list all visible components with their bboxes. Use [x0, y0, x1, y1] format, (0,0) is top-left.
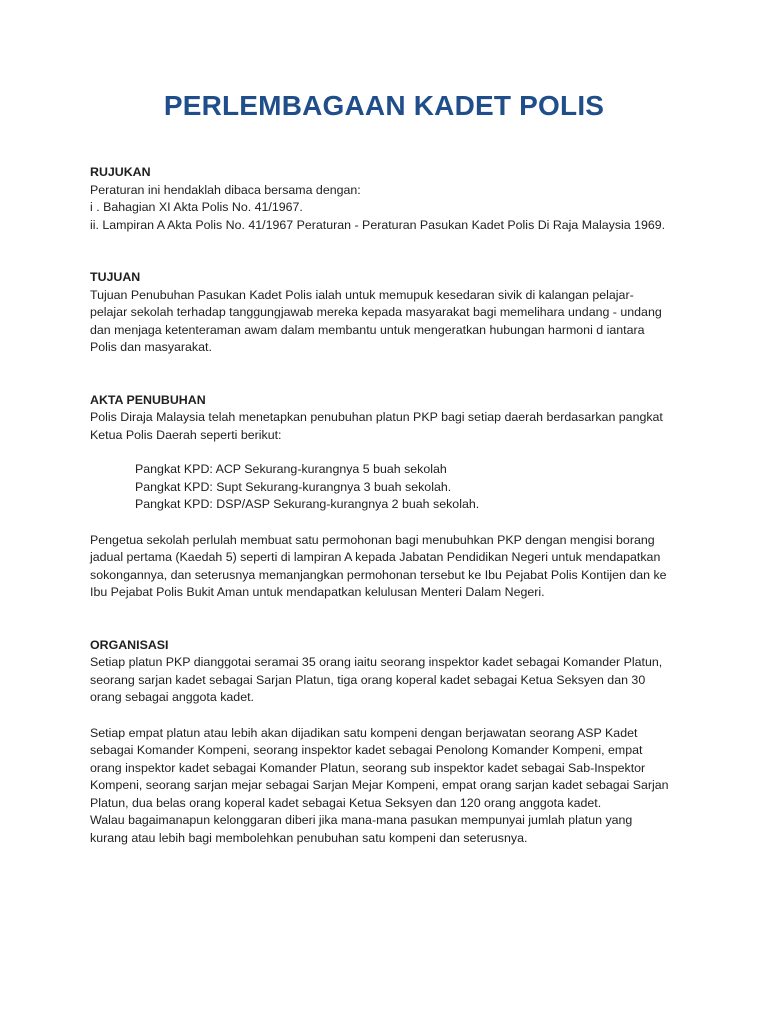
pangkat-list-item: Pangkat KPD: DSP/ASP Sekurang-kurangnya 2 buah sekolah. — [135, 497, 480, 511]
section-organisasi — [90, 637, 690, 848]
akta-para-line: Ibu Pejabat Polis Bukit Aman untuk mendapatkan kelulusan Menteri Dalam Negeri. — [90, 585, 545, 599]
tujuan-line: Tujuan Penubuhan Pasukan Kadet Polis ialah untuk memupuk kesedaran sivik di kalangan pelajar- — [90, 287, 634, 302]
organisasi-para-line: Kompeni, seorang sarjan mejar sebagai Sarjan Mejar Kompeni, empat orang sarjan kadet sebagai Sarjan — [90, 778, 669, 792]
organisasi-line: Setiap platun PKP dianggotai seramai 35 orang iaitu seorang inspektor kadet sebagai Komander Platun, — [90, 655, 663, 669]
organisasi-line: orang sebagai anggota kadet. — [90, 690, 254, 704]
section-heading-tujuan: TUJUAN — [90, 270, 141, 284]
section-tujuan — [90, 269, 690, 357]
rujukan-item: i . Bahagian XI Akta Polis No. 41/1967. — [90, 200, 303, 214]
organisasi-para-line: Platun, dua belas orang koperal kadet sebagai Ketua Seksyen dan 120 orang anggota kadet. — [90, 795, 602, 810]
akta-line: Polis Diraja Malaysia telah menetapkan penubuhan platun PKP bagi setiap daerah berdasarkan pangkat — [90, 410, 663, 424]
organisasi-para-line: orang inspektor kadet sebagai Komander Platun, seorang sub inspektor kadet sebagai Sab-Inspektor — [90, 760, 646, 775]
section-rujukan — [90, 164, 690, 234]
organisasi-para-line: sebagai Komander Kompeni, seorang inspektor kadet sebagai Penolong Komander Kompeni, empat — [90, 743, 643, 757]
akta-para-line: Pengetua sekolah perlulah membuat satu permohonan bagi menubuhkan PKP dengan mengisi borang — [90, 532, 655, 547]
akta-line: Ketua Polis Daerah seperti berikut: — [90, 427, 282, 442]
organisasi-para-line: kurang atau lebih bagi membolehkan penubuhan satu kompeni dan seterusnya. — [90, 830, 528, 845]
tujuan-line: pelajar sekolah terhadap tanggungjawab mereka kepada masyarakat bagi memelihara undang - undang — [90, 305, 662, 319]
section-heading-akta: AKTA PENUBUHAN — [90, 392, 206, 407]
document-title: PERLEMBAGAAN KADET POLIS — [163, 90, 605, 121]
organisasi-para-line: Setiap empat platun atau lebih akan dijadikan satu kompeni dengan berjawatan seorang ASP Kadet — [90, 725, 638, 740]
section-heading-organisasi: ORGANISASI — [90, 637, 169, 652]
organisasi-para-line: Walau bagaimanapun kelonggaran diberi jika mana-mana pasukan mempunyai jumlah platun yang — [90, 813, 633, 827]
rujukan-item: ii. Lampiran A Akta Polis No. 41/1967 Peraturan - Peraturan Pasukan Kadet Polis Di Raja Malaysia 1969. — [90, 217, 666, 232]
section-akta-penubuhan — [90, 392, 690, 602]
pangkat-list-item: Pangkat KPD: ACP Sekurang-kurangnya 5 buah sekolah — [135, 462, 447, 476]
pangkat-list — [90, 461, 690, 514]
section-heading-rujukan: RUJUKAN — [90, 165, 151, 179]
organisasi-line: seorang sarjan kadet sebagai Sarjan Platun, tiga orang koperal kadet sebagai Ketua Seksyen dan 30 — [90, 672, 646, 687]
pangkat-list-item: Pangkat KPD: Supt Sekurang-kurangnya 3 buah sekolah. — [135, 479, 452, 494]
akta-para-line: sokongannya, dan seterusnya memanjangkan permohonan tersebut ke Ibu Pejabat Polis Kontijen dan ke — [90, 567, 667, 582]
akta-para-line: jadual pertama (Kaedah 5) seperti di lampiran A kepada Jabatan Pendidikan Negeri untuk mendapatkan — [90, 550, 661, 564]
tujuan-line: dan menjaga ketenteraman awam dalam membantu untuk mengeratkan hubungan harmoni d iantara — [90, 322, 645, 337]
document-body — [90, 164, 690, 847]
rujukan-intro: Peraturan ini hendaklah dibaca bersama dengan: — [90, 182, 361, 197]
tujuan-line: Polis dan masyarakat. — [90, 340, 212, 354]
